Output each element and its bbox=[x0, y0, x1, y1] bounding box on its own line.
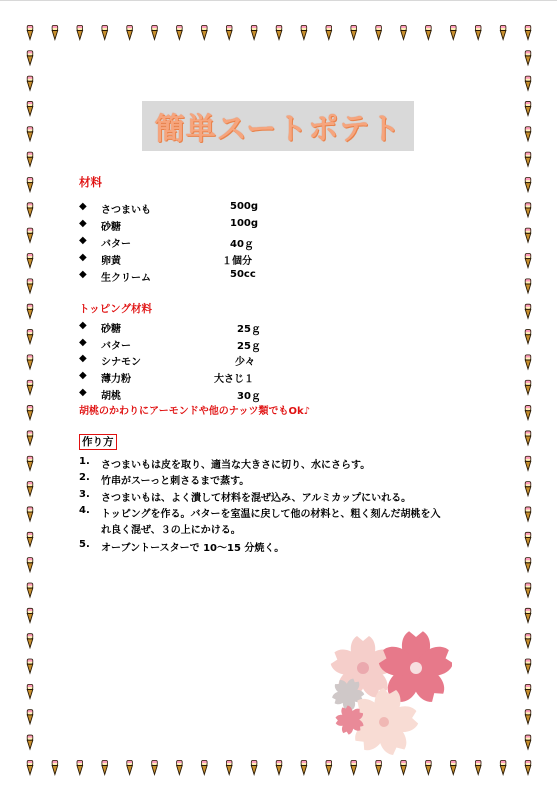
ice-cream-cone-icon bbox=[102, 25, 108, 39]
ice-cream-cone-icon bbox=[77, 25, 83, 39]
ice-cream-cone-icon bbox=[525, 279, 531, 293]
step-number: 1. bbox=[79, 456, 90, 467]
topping-qty: 少々 bbox=[235, 357, 255, 368]
ice-cream-cone-icon bbox=[127, 25, 133, 39]
title-banner bbox=[142, 101, 414, 151]
step-number: 3. bbox=[79, 489, 90, 500]
ice-cream-cone-icon bbox=[525, 583, 531, 597]
ice-cream-cone-icon bbox=[27, 608, 33, 622]
ice-cream-cone-icon bbox=[27, 101, 33, 115]
ice-cream-cone-icon bbox=[426, 760, 432, 774]
ice-cream-cone-icon bbox=[27, 228, 33, 242]
topping-name: 砂糖 bbox=[101, 324, 121, 335]
recipe-title: 簡単スートポテト bbox=[154, 112, 402, 147]
ice-cream-cone-icon bbox=[525, 330, 531, 344]
ice-cream-cone-icon bbox=[525, 127, 531, 141]
topping-qty: 25ｇ bbox=[237, 324, 261, 335]
ice-cream-cone-icon bbox=[276, 760, 282, 774]
ice-cream-cone-icon bbox=[27, 456, 33, 470]
ice-cream-cone-icon bbox=[426, 25, 432, 39]
ice-cream-cone-icon bbox=[525, 760, 531, 774]
ice-cream-cone-icon bbox=[525, 76, 531, 90]
diamond-bullet-icon: ◆ bbox=[79, 201, 87, 212]
ice-cream-cone-icon bbox=[27, 760, 33, 774]
ice-cream-cone-icon bbox=[525, 634, 531, 648]
ice-cream-cone-icon bbox=[251, 760, 257, 774]
step-text: オーブントースターで 10～15 分焼く。 bbox=[101, 543, 285, 554]
ice-cream-cone-icon bbox=[177, 760, 183, 774]
ice-cream-cone-icon bbox=[27, 304, 33, 318]
topping-name: 薄力粉 bbox=[101, 374, 131, 385]
ice-cream-cone-icon bbox=[475, 25, 481, 39]
step-text: れ良く混ぜ、３の上にかける。 bbox=[101, 525, 241, 536]
ice-cream-cone-icon bbox=[226, 25, 232, 39]
ice-cream-cone-icon bbox=[525, 304, 531, 318]
topping-note: 胡桃のかわりにアーモンドや他のナッツ類でもOk♪ bbox=[79, 406, 311, 417]
ingredient-name: 砂糖 bbox=[101, 222, 121, 233]
ingredient-name: 生クリーム bbox=[101, 273, 151, 284]
ice-cream-cone-icon bbox=[27, 152, 33, 166]
step-text: さつまいもは皮を取り、適当な大きさに切り、水にさらす。 bbox=[101, 460, 371, 471]
diamond-bullet-icon: ◆ bbox=[79, 337, 87, 348]
ice-cream-cone-icon bbox=[500, 760, 506, 774]
ice-cream-cone-icon bbox=[500, 25, 506, 39]
ice-cream-cone-icon bbox=[525, 380, 531, 394]
step-text: トッピングを作る。バターを室温に戻して他の材料と、粗く刻んだ胡桃を入 bbox=[101, 509, 441, 520]
step-number: 2. bbox=[79, 472, 90, 483]
ice-cream-cone-icon bbox=[52, 760, 58, 774]
ice-cream-cone-icon bbox=[326, 25, 332, 39]
ice-cream-cone-icon bbox=[525, 51, 531, 65]
ice-cream-cone-icon bbox=[27, 482, 33, 496]
ice-cream-cone-icon bbox=[27, 659, 33, 673]
ice-cream-cone-icon bbox=[27, 330, 33, 344]
ice-cream-cone-icon bbox=[525, 228, 531, 242]
ingredient-qty: １個分 bbox=[222, 256, 252, 267]
ice-cream-cone-icon bbox=[326, 760, 332, 774]
ice-cream-cone-icon bbox=[351, 760, 357, 774]
ice-cream-cone-icon bbox=[127, 760, 133, 774]
ice-cream-cone-icon bbox=[525, 532, 531, 546]
ice-cream-cone-icon bbox=[451, 25, 457, 39]
ice-cream-cone-icon bbox=[27, 76, 33, 90]
ingredient-qty: 50cc bbox=[230, 269, 256, 280]
ice-cream-cone-icon bbox=[152, 25, 158, 39]
ice-cream-cone-icon bbox=[401, 25, 407, 39]
ice-cream-cone-icon bbox=[276, 25, 282, 39]
ice-cream-cone-icon bbox=[301, 25, 307, 39]
topping-qty: 大さじ１ bbox=[214, 374, 254, 385]
diamond-bullet-icon: ◆ bbox=[79, 269, 87, 280]
ice-cream-cone-icon bbox=[451, 760, 457, 774]
topping-name: 胡桃 bbox=[101, 391, 121, 402]
ice-cream-cone-icon bbox=[251, 25, 257, 39]
topping-heading: トッピング材料 bbox=[79, 303, 152, 315]
ice-cream-cone-icon bbox=[525, 203, 531, 217]
ingredient-name: バター bbox=[101, 239, 131, 250]
ingredient-qty: 500g bbox=[230, 201, 259, 212]
diamond-bullet-icon: ◆ bbox=[79, 370, 87, 381]
diamond-bullet-icon: ◆ bbox=[79, 320, 87, 331]
ice-cream-cone-icon bbox=[27, 279, 33, 293]
ice-cream-cone-icon bbox=[27, 583, 33, 597]
ice-cream-cone-icon bbox=[27, 127, 33, 141]
ice-cream-cone-icon bbox=[27, 558, 33, 572]
ice-cream-cone-icon bbox=[27, 203, 33, 217]
topping-qty: 25ｇ bbox=[237, 341, 261, 352]
ice-cream-cone-icon bbox=[202, 25, 208, 39]
diamond-bullet-icon: ◆ bbox=[79, 353, 87, 364]
ice-cream-cone-icon bbox=[525, 25, 531, 39]
ice-cream-cone-icon bbox=[525, 177, 531, 191]
ice-cream-cone-icon bbox=[77, 760, 83, 774]
ice-cream-cone-icon bbox=[27, 177, 33, 191]
ice-cream-cone-icon bbox=[27, 634, 33, 648]
diamond-bullet-icon: ◆ bbox=[79, 387, 87, 398]
method-heading: 作り方 bbox=[79, 434, 117, 450]
ice-cream-cone-icon bbox=[27, 710, 33, 724]
ice-cream-cone-icon bbox=[27, 406, 33, 420]
ice-cream-cone-icon bbox=[102, 760, 108, 774]
diamond-bullet-icon: ◆ bbox=[79, 235, 87, 246]
ice-cream-cone-icon bbox=[27, 431, 33, 445]
step-number: 5. bbox=[79, 539, 90, 550]
ice-cream-cone-icon bbox=[27, 25, 33, 39]
ice-cream-cone-icon bbox=[376, 760, 382, 774]
step-number: 4. bbox=[79, 505, 90, 516]
ice-cream-cone-icon bbox=[27, 254, 33, 268]
ice-cream-cone-icon bbox=[525, 558, 531, 572]
ice-cream-cone-icon bbox=[525, 608, 531, 622]
ice-cream-cone-icon bbox=[351, 25, 357, 39]
topping-name: バター bbox=[101, 341, 131, 352]
ice-cream-cone-icon bbox=[525, 482, 531, 496]
ice-cream-cone-icon bbox=[301, 760, 307, 774]
ice-cream-cone-icon bbox=[525, 431, 531, 445]
ice-cream-cone-icon bbox=[525, 507, 531, 521]
ice-cream-cone-icon bbox=[27, 507, 33, 521]
sakura-flowers-icon bbox=[326, 628, 452, 756]
ice-cream-cone-icon bbox=[177, 25, 183, 39]
step-text: 竹串がスーっと刺さるまで蒸す。 bbox=[101, 476, 250, 487]
ice-cream-cone-icon bbox=[525, 101, 531, 115]
ice-cream-cone-icon bbox=[27, 355, 33, 369]
ice-cream-cone-icon bbox=[27, 380, 33, 394]
ice-cream-cone-icon bbox=[525, 355, 531, 369]
step-text: さつまいもは、よく潰して材料を混ぜ込み、アルミカップにいれる。 bbox=[101, 493, 412, 504]
ingredient-name: 卵黄 bbox=[101, 256, 121, 267]
ingredients-heading: 材料 bbox=[79, 175, 102, 189]
ice-cream-cone-icon bbox=[525, 659, 531, 673]
diamond-bullet-icon: ◆ bbox=[79, 252, 87, 263]
ice-cream-cone-icon bbox=[27, 684, 33, 698]
ice-cream-cone-icon bbox=[525, 735, 531, 749]
ice-cream-cone-icon bbox=[475, 760, 481, 774]
ice-cream-cone-icon bbox=[27, 735, 33, 749]
topping-name: シナモン bbox=[101, 357, 141, 368]
diamond-bullet-icon: ◆ bbox=[79, 218, 87, 229]
ingredient-qty: 40ｇ bbox=[230, 239, 254, 250]
ice-cream-cone-icon bbox=[525, 406, 531, 420]
ice-cream-cone-icon bbox=[525, 710, 531, 724]
ice-cream-cone-icon bbox=[525, 254, 531, 268]
ice-cream-cone-icon bbox=[401, 760, 407, 774]
ice-cream-cone-icon bbox=[27, 532, 33, 546]
topping-qty: 30ｇ bbox=[237, 391, 261, 402]
ice-cream-cone-icon bbox=[525, 152, 531, 166]
ice-cream-cone-icon bbox=[226, 760, 232, 774]
ice-cream-cone-icon bbox=[525, 684, 531, 698]
ice-cream-cone-icon bbox=[202, 760, 208, 774]
ice-cream-cone-icon bbox=[152, 760, 158, 774]
ice-cream-cone-icon bbox=[27, 51, 33, 65]
ingredient-qty: 100g bbox=[230, 218, 259, 229]
ingredient-name: さつまいも bbox=[101, 205, 151, 216]
ice-cream-cone-icon bbox=[376, 25, 382, 39]
ice-cream-cone-icon bbox=[525, 456, 531, 470]
ice-cream-cone-icon bbox=[52, 25, 58, 39]
